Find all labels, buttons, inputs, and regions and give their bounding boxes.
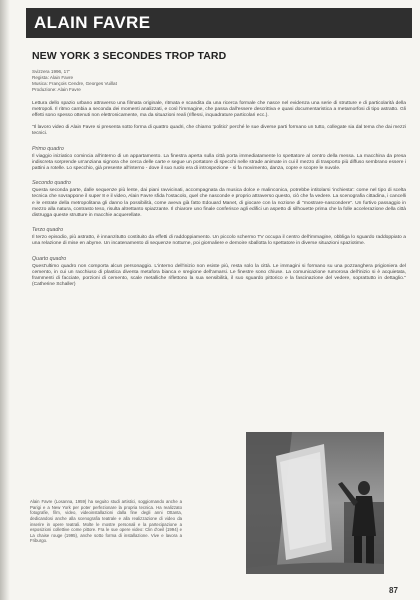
credits-block xyxy=(32,69,412,93)
credit-line: Produzione: Alain Favre xyxy=(32,86,81,92)
page-number: 87 xyxy=(389,586,398,595)
section-heading: Primo quadro xyxy=(32,145,64,152)
credit-line: Regista: Alain Favre xyxy=(32,74,74,80)
article-page xyxy=(26,8,412,288)
intro-paragraph: Lettura dello spazio urbano attraverso una filmata originale, ritmata e scandita da una ricerca formale che nasce nel evidenza una serie di strutture e di particolarità della metropoli. Il ritmo cambia a seconda dei momenti analizzati, e così l'immagine, che passa dall'essere descrittiva e quasi documentaristica a metamorfosi di tipo astratto. Gli effetti sono spesso ottenuti non elettronicamente, ma da situazioni reali (riflessi, inquadrature particolari ecc.). xyxy=(32,100,406,119)
section-heading: Quarto quadro xyxy=(32,255,67,262)
section-heading: Terzo quadro xyxy=(32,227,64,234)
artist-name: ALAIN FAVRE xyxy=(34,13,151,32)
work-title: NEW YORK 3 SECONDES TROP TARD xyxy=(32,50,227,62)
section-text: Il viaggio iniziatico comincia all'interno di un appartamento. La finestra aperta sulla città porta immediatamente lo spettatore al centro della messa. La macchina da presa indiscreta sorprende un'anziana signora che cerca delle carte e segue un portatore di specchi nelle strade animate in cui il mezzo di trasporto più diffuso sembrano essere i pattini a rotelle. Lo specchio, già presente all'interno - dove il suo ruolo era di introspezione - si fa movimento, danza, copre e scopre le nuvole. xyxy=(32,153,406,172)
video-still-photo xyxy=(246,432,384,574)
photo-caption: Alain Favre (Losanna, 1959) ha seguito studi artistici, soggiornando anche a Parigi e a New York per poter perfezionare la propria tecnica. Ha realizzato fotografie, film, video, videoinstallazioni dalla fine degli anni Ottanta, dedicandosi anche alla scenografia teatrale e alla realizzazione di video da inserire in opere teatrali. Molte le mostre personali e la partecipazione a esposizioni collettive come pittore. Fra le sue opere video: Clin d'oeil (1994) e La chaise rouge (1995), anche sotto forma di installazione. Vive e lavora a Friburgo. xyxy=(30,499,182,544)
artist-header-bar xyxy=(26,8,412,38)
section-text: Questa seconda parte, dalle sequenze più lente, dai piani ravvicinati, accompagnata da musica dolce e malinconica, potrebbe intitolarsi 'inchiesta': come nel tipo di scelta tecnica che sovrappone il super 8 e il video, Alain Favre sfida l'ostacolo, quel che nasconde e proprio attraverso questo, ciò che fa vedere. La scenografia cittadina, i cancelli e le entrate della metropolitana gli danno la possibilità, come aveva già fatto Edouard Manet, di giocare con la nozione di "mostrare-nascondere". Un furtivo passaggio in mezzo alla natura, contrasto teso, risulta altrettanto spiazzante. Il chiarore uno finale conferisce agli edifici un aspetto di silhouette prima che la folle accelerazione della città distrugga queste strutture in macchie acquerellate. xyxy=(32,188,406,219)
credit-line: Svizzera 1996, 17' xyxy=(32,69,70,74)
section-text: Quest'ultimo quadro non comporta alcun personaggio. L'interno dell'inizio non esiste più, resta solo la città. Le immagini si formano su una pozzanghera prigioniera del cemento, in cui un racchiuso di plastica diventa metafora bianca e sregione dell'amarsi. Le finestre sono chiuse. La comunicazione rumorosa dell'inizio si è acquietata, frammenti di facciate, porzioni di cemento, scale metalliche riflettono la sua sensibilità, il suo sguardo pittorico e la fascinazione del vedere, soprattutto in dettaglio." (Catherine Schaller) xyxy=(32,263,406,288)
photo-illustration xyxy=(246,432,384,574)
section-heading: Secondo quadro xyxy=(32,180,71,187)
credit-line: Musica: François Cendre, Georges Vuillat xyxy=(32,80,117,86)
quote-paragraph: "Il lavoro video di Alain Favre si presenta sotto forma di quattro quadri, che chiamo 'politici' perché le sue diverse parti formano un tutto, collegate sia dal tema che dai mezzi tecnici. xyxy=(32,125,406,137)
section-text: Il terzo episodio, più astratto, è innanzitutto costituito da effetti di raddoppiamento. Un piccolo schermo TV occupa il centro dell'immagine, obbliga lo sguardo raddoppiato a una relazione di mise en abyme. Un incatenamento di sequenze notturne, poi giornaliere e demoire sballotta lo spettatore in diverse situazioni spaziotime. xyxy=(32,235,406,247)
page-binding-shadow xyxy=(0,0,10,600)
